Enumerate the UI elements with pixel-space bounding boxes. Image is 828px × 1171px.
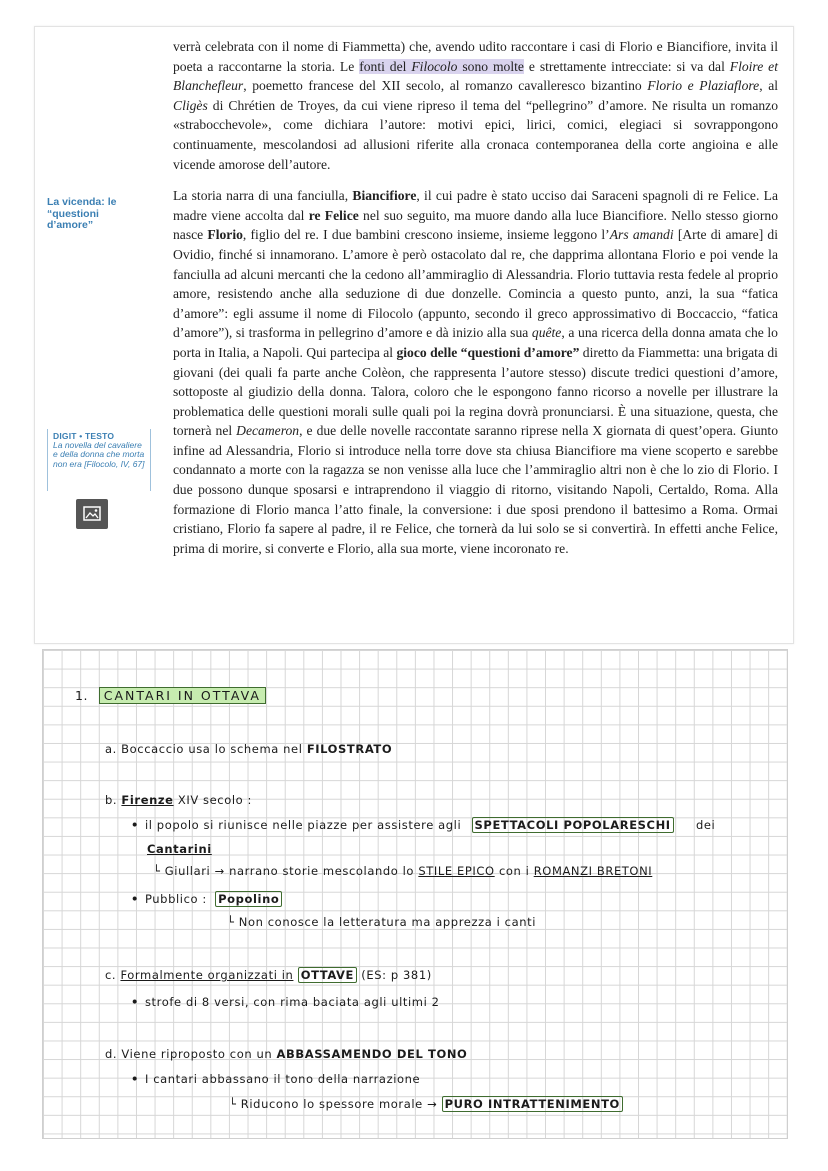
box-ottave: OTTAVE <box>298 967 357 983</box>
digit-text-reference[interactable] <box>47 429 151 491</box>
point-d-bullet: • I cantari abbassano il tono della narrazione <box>131 1072 421 1086</box>
word-cantarini: Cantarini <box>147 842 212 856</box>
point-b-bullet-1: • il popolo si riunisce nelle piazze per assistere agli SPETTACOLI POPOLARESCHI dei <box>131 818 716 832</box>
box-intrattenimento: PURO INTRATTENIMENTO <box>442 1096 623 1112</box>
bullet-icon: • <box>131 892 139 906</box>
point-b-sub-pubblico: └ Non conosce la letteratura ma apprezza i canti <box>227 915 537 929</box>
digit-description: La novella del cavaliere e della donna che morta non era [Filocolo, IV, 67] <box>53 440 145 469</box>
digit-tag: DIGIT • TESTO <box>53 431 115 441</box>
point-a: a. Boccaccio usa lo schema nel FILOSTRATO <box>105 742 393 756</box>
box-spettacoli: SPETTACOLI POPOLARESCHI <box>472 817 674 833</box>
textbook-page <box>34 26 794 644</box>
paragraph-sources: verrà celebrata con il nome di Fiammetta) che, avendo udito raccontare i casi di Florio e Biancifiore, invita il poeta a raccontarne la storia. Le fonti del Filocolo sono molte e strettamente intrecciate: si va dal Floire et Blanchefleur, poemetto francese del XII secolo, al romanzo cavalleresco bizantino Florio e Plaziaflore, al Cligès di Chrétien de Troyes, da cui viene ripreso il tema del “pellegrino” d’amore. Ne risulta un romanzo «strabocchevole», come dichiara l’autore: motivi epici, lirici, comici, elegiaci si sovrappongono continuamente, mescolandosi ad allusioni riferite alla cronaca contemporanea della corte angioina e alle vicende amorose dell’autore. <box>173 39 779 172</box>
point-d: d. Viene riproposto con un ABBASSAMENDO DEL TONO <box>105 1047 468 1061</box>
point-c: c. Formalmente organizzati in OTTAVE (ES: p 381) <box>105 968 432 982</box>
bullet-icon: • <box>131 995 139 1009</box>
image-gallery-icon[interactable] <box>76 499 108 529</box>
paragraph-story: La storia narra di una fanciulla, Biancifiore, il cui padre è stato ucciso dai Saraceni spagnoli di re Felice. La madre viene accolta dal re Felice nel suo seguito, ma muore dando alla luce Biancifiore. Nello stesso giorno nasce Florio, figlio del re. I due bambini crescono insieme, insieme leggono l’Ars amandi [Arte di amare] di Ovidio, finché si innamorano. L’amore è però ostacolato dal re, che dapprima allontana Florio e poi vende la fanciulla ad alcuni mercanti che la cedono all’ammiraglio di Alessandria. Florio tuttavia resta fedele al proprio amore, resistendo anche alla seduzione di due donzelle. Comincia a questo punto, anzi, la sua “fatica d’amore”: egli assume il nome di Filocolo (appunto, secondo il greco approssimativo di Boccaccio, “fatica d’amore”), si trasforma in pellegrino d’amore e dà inizio alla sua quête, a una ricerca della donna amata che lo porta in Italia, a Napoli. Qui partecipa al gioco delle “questioni d’amore” diretto da Fiammetta: una brigata di giovani (dei quali fa parte anche Colèon, che rappresenta l’autore stesso) discute tredici questioni d’amore, sottoposte al giudizio della donna. Talora, coloro che le espongono fanno ricorso a novelle per illustrare la problematica delle questioni morali sulle quali poi la regina dovrà pronunciarsi. È una situazione, questa, che tornerà nel Decameron, e due delle novelle raccontate saranno riprese nella X giornata di quest’opera. Giunto infine ad Alessandria, Florio si introduce nella torre dove sta chiusa Biancifiore ma viene scoperto e sarebbe condannato a morte con la ragazza se non venisse alla luce che l’ammiraglio altri non è che lo zio di Florio. I due possono dunque sposarsi e intraprendono il viaggio di ritorno, visitando Napoli, Certaldo, Roma. Alla formazione di Florio manca l’atto finale, la conversione: i due sposi prendono il battesimo a Roma. Ormai cristiano, Florio fa sapere al padre, il re Felice, che tornerà da lui solo se si convertirà. In effetti anche Felice, prima di morire, si converte e Florio, alla sua morte, viene incoronato re. <box>173 188 779 556</box>
textbook-body <box>173 37 778 558</box>
point-b: b. Firenze XIV secolo : <box>105 793 253 807</box>
point-c-bullet: • strofe di 8 versi, con rima baciata agli ultimi 2 <box>131 995 440 1009</box>
heading-cantari: 1. CANTARI IN OTTAVA <box>75 688 266 703</box>
point-b-sub-giullari: └ Giullari → narrano storie mescolando lo STILE EPICO con i ROMANZI BRETONI <box>153 864 653 878</box>
highlighted-sources: fonti del Filocolo sono molte <box>359 58 524 74</box>
box-popolino: Popolino <box>215 891 282 907</box>
margin-label-vicenda: La vicenda: le “questioni d’amore” <box>47 196 117 231</box>
point-b-bullet-2: • Pubblico : Popolino <box>131 892 282 906</box>
handwritten-notes <box>42 649 788 1139</box>
bullet-icon: • <box>131 1072 139 1086</box>
heading-highlight: CANTARI IN OTTAVA <box>99 687 266 704</box>
point-d-sub: └ Riducono lo spessore morale → PURO INTRATTENIMENTO <box>229 1097 623 1111</box>
bullet-icon: • <box>131 818 139 832</box>
